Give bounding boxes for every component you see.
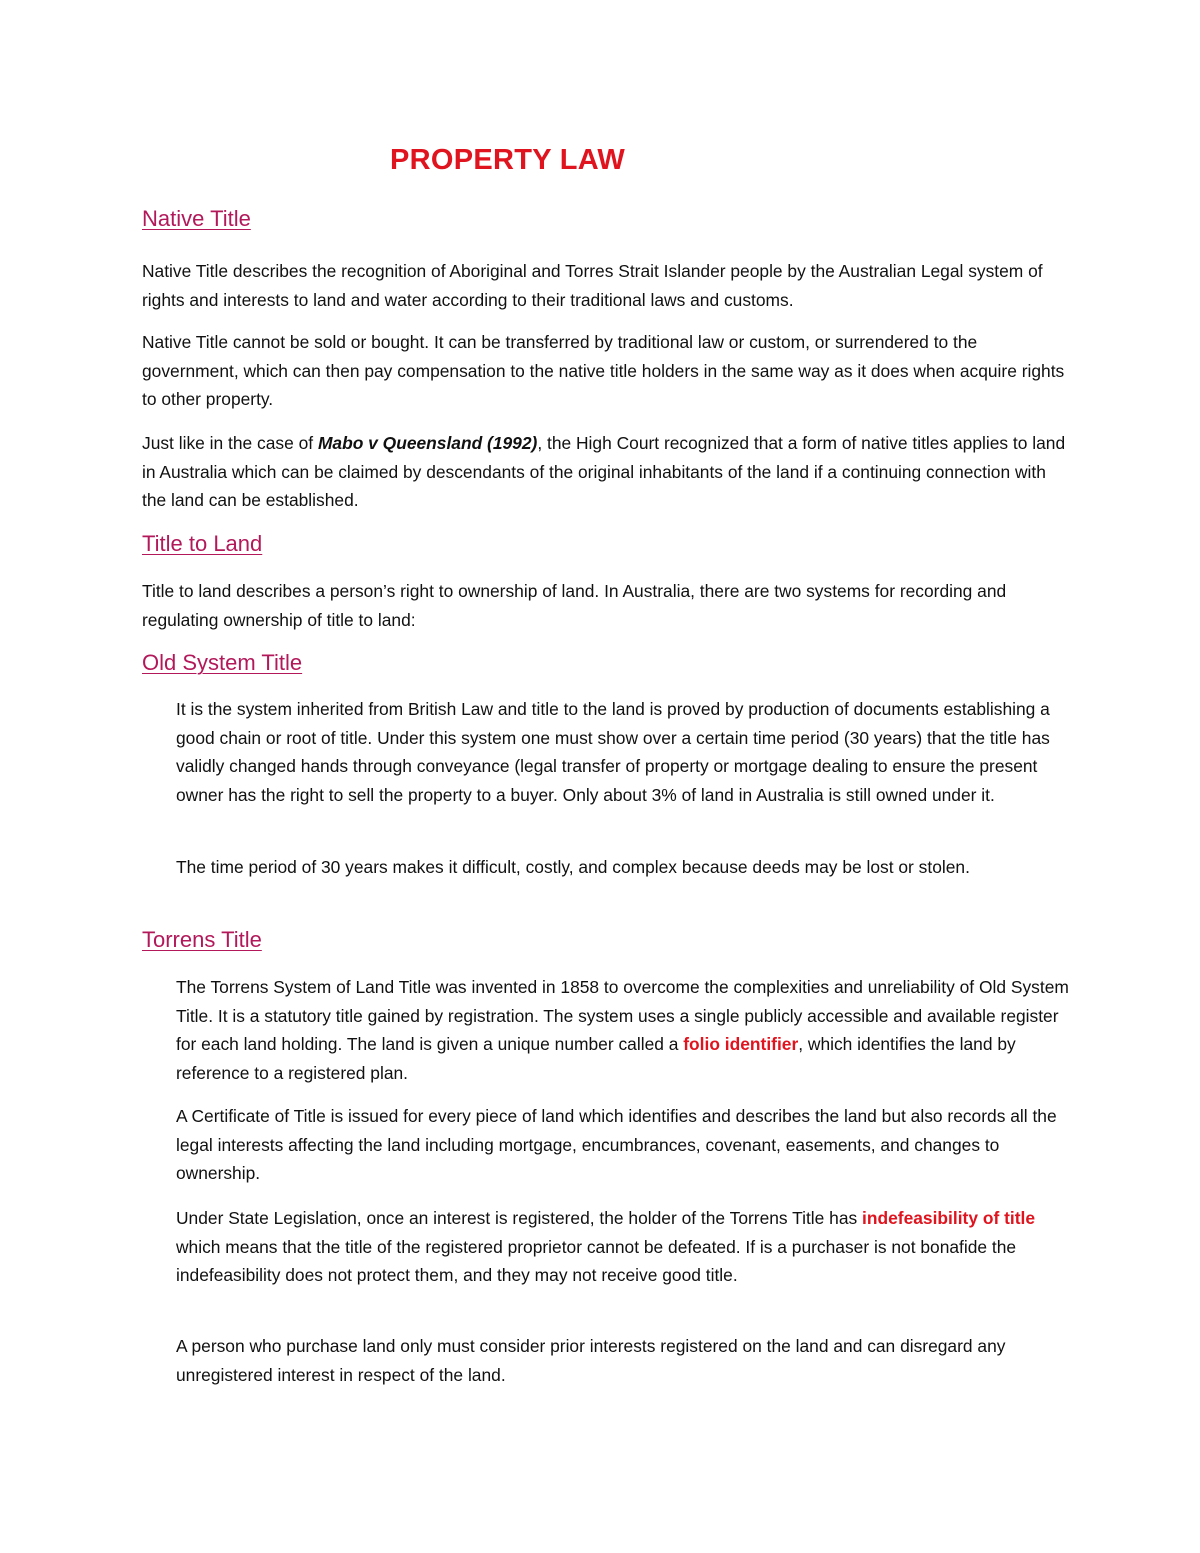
text-run: The Torrens System of Land Title was invented in 1858 to overcome the complexities and unreliability of Old System Title. It is a statutory title gained by registration. The system uses a single publicly accessible and available register for each land holding. The land is given a unique number called a — [176, 977, 1069, 1055]
torrens-paragraph-2: A Certificate of Title is issued for every piece of land which identifies and describes the land but also records all the legal interests affecting the land including mortgage, encumbrances, covenant, easements, and changes to ownership. — [176, 1106, 1057, 1184]
torrens-paragraph-1 — [176, 973, 1072, 1087]
heading-torrens-title: Torrens Title — [142, 927, 262, 952]
native-title-paragraph-3 — [142, 429, 1072, 515]
title-to-land-paragraph: Title to land describes a person’s right to ownership of land. In Australia, there are two systems for recording and regulating ownership of title to land: — [142, 581, 1007, 630]
key-term-indefeasibility: indefeasibility of title — [862, 1208, 1036, 1228]
text-run: Under State Legislation, once an interest is registered, the holder of the Torrens Title has — [176, 1208, 863, 1228]
heading-title-to-land: Title to Land — [142, 531, 263, 556]
native-title-paragraph-2: Native Title cannot be sold or bought. It can be transferred by traditional law or custom, or surrendered to the government, which can then pay compensation to the native title holders in the same way as it does when acquire rights to other property. — [142, 332, 1065, 410]
native-title-paragraph-1: Native Title describes the recognition of Aboriginal and Torres Strait Islander people by the Australian Legal system of rights and interests to land and water according to their traditional laws and customs. — [142, 261, 1043, 310]
torrens-paragraph-4: A person who purchase land only must consider prior interests registered on the land and can disregard any unregistered interest in respect of the land. — [176, 1336, 1006, 1385]
case-citation: Mabo v Queensland (1992) — [317, 433, 538, 453]
text-run: Just like in the case of — [142, 433, 318, 453]
heading-old-system-title: Old System Title — [142, 650, 303, 675]
torrens-paragraph-3 — [176, 1204, 1072, 1290]
text-run: , the High Court recognized that a form of native titles applies to land in Australia which can be claimed by descendants of the original inhabitants of the land if a continuing connection with the land can be established. — [142, 433, 1066, 511]
text-run: which means that the title of the registered proprietor cannot be defeated. If is a purchaser is not bonafide the indefeasibility does not protect them, and they may not receive good title. — [176, 1236, 1017, 1286]
old-system-paragraph-1: It is the system inherited from British Law and title to the land is proved by production of documents establishing a good chain or root of title. Under this system one must show over a certain time period (30 years) that the title has validly changed hands through conveyance (legal transfer of property or mortgage dealing to ensure the present owner has the right to sell the property to a buyer. Only about 3% of land in Australia is still owned under it. — [176, 699, 1050, 805]
old-system-paragraph-2: The time period of 30 years makes it difficult, costly, and complex because deeds may be lost or stolen. — [176, 857, 970, 877]
key-term-folio-identifier: folio identifier — [683, 1034, 799, 1055]
heading-native-title: Native Title — [142, 206, 251, 231]
page-title: PROPERTY LAW — [390, 144, 626, 176]
text-run: , which identifies the land by reference to a registered plan. — [176, 1034, 1016, 1083]
